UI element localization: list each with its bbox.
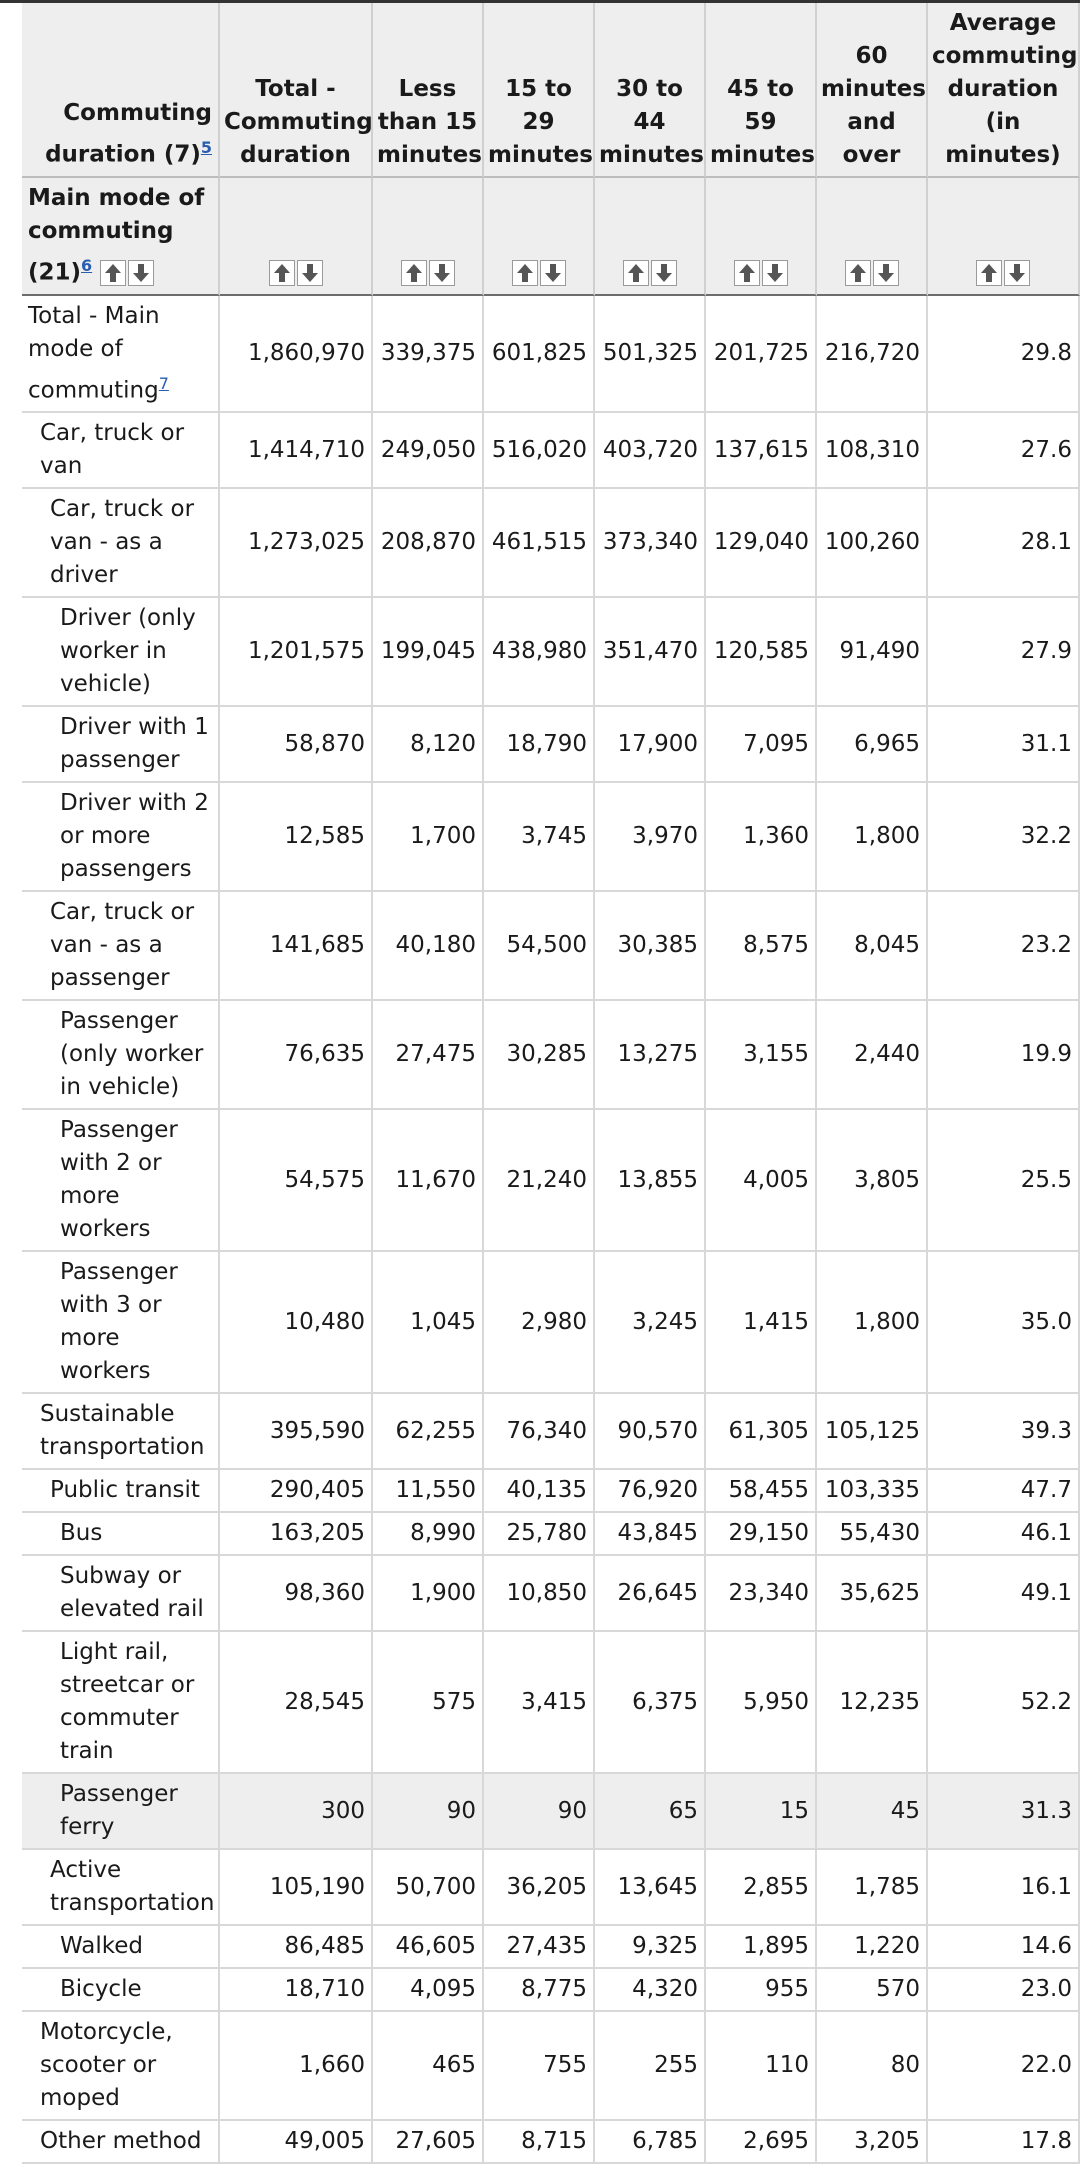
table-cell: 26,645 [595,1556,706,1632]
row-label [22,1394,220,1470]
table-cell: 1,860,970 [220,296,373,414]
table-cell: 3,415 [484,1632,595,1774]
arrow-up-icon[interactable] [100,260,126,286]
table-cell: 3,245 [595,1252,706,1394]
row-label [22,707,220,783]
table-cell: 755 [484,2012,595,2121]
table-cell: 129,040 [706,489,817,598]
table-cell: 110 [706,2012,817,2121]
table-cell: 58,455 [706,1470,817,1513]
arrow-up-icon[interactable] [845,260,871,286]
table-cell: 27,605 [373,2121,484,2164]
table-cell: 103,335 [817,1470,928,1513]
table-cell: 52.2 [928,1632,1080,1774]
table-container [22,3,1080,2164]
table-cell: 339,375 [373,296,484,414]
table-cell: 516,020 [484,413,595,489]
row-label [22,2121,220,2164]
table-row [22,1110,1080,1252]
table-cell: 461,515 [484,489,595,598]
sort-cell-30-44 [595,178,706,296]
column-dimension-label: Commuting duration (7) [45,100,212,168]
sort-controls [269,260,323,286]
table-cell: 27.9 [928,598,1080,707]
table-cell: 5,950 [706,1632,817,1774]
col-header-lt15: Less than 15 minutes [373,3,484,178]
row-label [22,1556,220,1632]
col-header-average: Average commuting duration (in minutes) [928,3,1080,178]
table-cell: 199,045 [373,598,484,707]
row-label-text: Car, truck or van - as a passenger [50,899,195,992]
table-cell: 27,435 [484,1926,595,1969]
row-label-text: Passenger with 3 or more workers [60,1259,178,1385]
row-label-text: Bus [60,1520,103,1547]
table-cell: 7,095 [706,707,817,783]
footnote-link-5[interactable]: 5 [200,138,212,158]
row-label-text: Car, truck or van - as a driver [50,496,195,589]
table-cell: 300 [220,1774,373,1850]
arrow-down-icon[interactable] [128,260,154,286]
row-label-text: Subway or elevated rail [60,1563,204,1623]
table-cell: 1,415 [706,1252,817,1394]
table-cell: 91,490 [817,598,928,707]
table-cell: 4,320 [595,1969,706,2012]
table-cell: 216,720 [817,296,928,414]
table-cell: 501,325 [595,296,706,414]
table-row [22,1969,1080,2012]
table-cell: 8,120 [373,707,484,783]
row-label-text: Total - Main mode of commuting [28,302,160,404]
table-row [22,1001,1080,1110]
sort-cell-total [220,178,373,296]
table-cell: 1,273,025 [220,489,373,598]
sort-row [22,178,1080,296]
table-cell: 120,585 [706,598,817,707]
table-cell: 137,615 [706,413,817,489]
table-cell: 570 [817,1969,928,2012]
table-row [22,296,1080,414]
table-cell: 108,310 [817,413,928,489]
row-label [22,1252,220,1394]
table-cell: 438,980 [484,598,595,707]
row-label-text: Driver (only worker in vehicle) [60,605,196,698]
sort-cell-45-59 [706,178,817,296]
row-label [22,489,220,598]
row-label [22,413,220,489]
sort-cell-average [928,178,1080,296]
table-cell: 12,235 [817,1632,928,1774]
table-cell: 90 [484,1774,595,1850]
row-label-text: Driver with 2 or more passengers [60,790,209,883]
table-cell: 32.2 [928,783,1080,892]
table-cell: 8,715 [484,2121,595,2164]
footnote-link-7[interactable]: 7 [158,373,169,393]
table-cell: 46.1 [928,1513,1080,1556]
table-cell: 2,695 [706,2121,817,2164]
table-cell: 35.0 [928,1252,1080,1394]
table-cell: 141,685 [220,892,373,1001]
arrow-up-icon[interactable] [401,260,427,286]
table-cell: 39.3 [928,1394,1080,1470]
table-cell: 8,990 [373,1513,484,1556]
table-cell: 10,480 [220,1252,373,1394]
table-row [22,598,1080,707]
table-cell: 40,135 [484,1470,595,1513]
table-cell: 27,475 [373,1001,484,1110]
table-cell: 22.0 [928,2012,1080,2121]
table-row [22,707,1080,783]
table-cell: 3,745 [484,783,595,892]
table-cell: 4,095 [373,1969,484,2012]
arrow-up-icon[interactable] [512,260,538,286]
table-cell: 12,585 [220,783,373,892]
table-cell: 17.8 [928,2121,1080,2164]
sort-controls [512,260,566,286]
table-cell: 23,340 [706,1556,817,1632]
arrow-down-icon[interactable] [297,260,323,286]
table-row [22,1556,1080,1632]
sort-cell-60plus [817,178,928,296]
table-cell: 10,850 [484,1556,595,1632]
row-label [22,598,220,707]
table-cell: 36,205 [484,1850,595,1926]
sort-controls [734,260,788,286]
row-label-text: Other method [40,2128,202,2155]
table-row [22,1513,1080,1556]
table-cell: 1,700 [373,783,484,892]
table-cell: 1,414,710 [220,413,373,489]
table-cell: 62,255 [373,1394,484,1470]
col-header-30-44: 30 to 44 minutes [595,3,706,178]
table-cell: 8,775 [484,1969,595,2012]
table-row [22,1926,1080,1969]
table-cell: 3,205 [817,2121,928,2164]
row-label-text: Passenger (only worker in vehicle) [60,1008,204,1101]
table-cell: 49.1 [928,1556,1080,1632]
table-cell: 6,965 [817,707,928,783]
table-cell: 1,360 [706,783,817,892]
table-cell: 25.5 [928,1110,1080,1252]
sort-cell-15-29 [484,178,595,296]
table-row [22,1394,1080,1470]
table-cell: 76,920 [595,1470,706,1513]
table-cell: 11,670 [373,1110,484,1252]
row-label-text: Car, truck or van [40,420,185,480]
table-cell: 86,485 [220,1926,373,1969]
row-label [22,783,220,892]
table-cell: 1,220 [817,1926,928,1969]
sort-controls [623,260,677,286]
table-cell: 8,045 [817,892,928,1001]
sort-controls [100,260,154,286]
table-cell: 35,625 [817,1556,928,1632]
table-row [22,413,1080,489]
table-cell: 8,575 [706,892,817,1001]
table-cell: 18,710 [220,1969,373,2012]
row-dimension-label: Main mode of commuting (21) [28,185,205,286]
row-label-text: Public transit [50,1477,200,1504]
table-cell: 1,800 [817,783,928,892]
table-row [22,1850,1080,1926]
table-cell: 40,180 [373,892,484,1001]
row-label-text: Passenger ferry [60,1781,178,1841]
table-cell: 90 [373,1774,484,1850]
table-cell: 31.1 [928,707,1080,783]
table-row [22,1470,1080,1513]
arrow-up-icon[interactable] [976,260,1002,286]
table-row [22,783,1080,892]
table-cell: 98,360 [220,1556,373,1632]
table-cell: 61,305 [706,1394,817,1470]
col-header-15-29: 15 to 29 minutes [484,3,595,178]
table-body [22,296,1080,2164]
table-cell: 17,900 [595,707,706,783]
row-label-text: Walked [60,1933,144,1960]
sort-cell-lt15 [373,178,484,296]
row-label-text: Passenger with 2 or more workers [60,1117,178,1243]
arrow-up-icon[interactable] [623,260,649,286]
table-cell: 1,800 [817,1252,928,1394]
table-cell: 249,050 [373,413,484,489]
column-dimension-header [22,3,220,178]
table-cell: 18,790 [484,707,595,783]
table-cell: 55,430 [817,1513,928,1556]
col-header-total: Total - Commuting duration [220,3,373,178]
table-cell: 1,895 [706,1926,817,1969]
commuting-table [22,3,1080,2164]
sort-controls [401,260,455,286]
table-cell: 31.3 [928,1774,1080,1850]
row-label [22,1470,220,1513]
arrow-down-icon[interactable] [762,260,788,286]
table-cell: 955 [706,1969,817,2012]
row-label [22,892,220,1001]
table-cell: 30,285 [484,1001,595,1110]
header-row [22,3,1080,178]
row-label [22,2012,220,2121]
table-cell: 80 [817,2012,928,2121]
table-cell: 255 [595,2012,706,2121]
table-cell: 3,155 [706,1001,817,1110]
table-row [22,892,1080,1001]
arrow-down-icon[interactable] [1004,260,1030,286]
arrow-down-icon[interactable] [540,260,566,286]
table-cell: 1,785 [817,1850,928,1926]
table-cell: 45 [817,1774,928,1850]
row-label [22,296,220,414]
arrow-down-icon[interactable] [429,260,455,286]
footnote-link-6[interactable]: 6 [81,256,93,275]
table-row [22,2121,1080,2164]
table-cell: 1,900 [373,1556,484,1632]
table-cell: 3,970 [595,783,706,892]
table-cell: 23.0 [928,1969,1080,2012]
table-cell: 28,545 [220,1632,373,1774]
table-cell: 2,980 [484,1252,595,1394]
table-row [22,1774,1080,1850]
table-cell: 15 [706,1774,817,1850]
row-label [22,1632,220,1774]
table-cell: 13,645 [595,1850,706,1926]
table-cell: 43,845 [595,1513,706,1556]
table-cell: 16.1 [928,1850,1080,1926]
table-cell: 2,855 [706,1850,817,1926]
sort-controls [845,260,899,286]
arrow-up-icon[interactable] [269,260,295,286]
row-label [22,1774,220,1850]
row-label-text: Sustainable transportation [40,1401,205,1461]
table-cell: 13,855 [595,1110,706,1252]
row-label [22,1926,220,1969]
row-label-text: Light rail, streetcar or commuter train [60,1639,195,1765]
table-cell: 46,605 [373,1926,484,1969]
table-row [22,1252,1080,1394]
table-cell: 21,240 [484,1110,595,1252]
table-cell: 23.2 [928,892,1080,1001]
row-label [22,1850,220,1926]
table-cell: 25,780 [484,1513,595,1556]
table-cell: 208,870 [373,489,484,598]
table-cell: 49,005 [220,2121,373,2164]
table-cell: 1,201,575 [220,598,373,707]
row-label [22,1969,220,2012]
table-cell: 403,720 [595,413,706,489]
table-cell: 14.6 [928,1926,1080,1969]
table-cell: 1,660 [220,2012,373,2121]
table-cell: 105,125 [817,1394,928,1470]
table-cell: 2,440 [817,1001,928,1110]
table-row [22,489,1080,598]
table-cell: 27.6 [928,413,1080,489]
col-header-60plus: 60 minutes and over [817,3,928,178]
table-cell: 50,700 [373,1850,484,1926]
table-cell: 28.1 [928,489,1080,598]
row-label-text: Driver with 1 passenger [60,714,209,774]
table-cell: 105,190 [220,1850,373,1926]
arrow-down-icon[interactable] [873,260,899,286]
table-cell: 575 [373,1632,484,1774]
table-cell: 163,205 [220,1513,373,1556]
table-cell: 54,575 [220,1110,373,1252]
table-cell: 395,590 [220,1394,373,1470]
table-cell: 351,470 [595,598,706,707]
table-cell: 6,375 [595,1632,706,1774]
table-cell: 290,405 [220,1470,373,1513]
table-cell: 6,785 [595,2121,706,2164]
table-cell: 3,805 [817,1110,928,1252]
table-cell: 29,150 [706,1513,817,1556]
table-row [22,2012,1080,2121]
table-cell: 65 [595,1774,706,1850]
table-cell: 1,045 [373,1252,484,1394]
row-label-text: Active transportation [50,1857,215,1917]
col-header-45-59: 45 to 59 minutes [706,3,817,178]
row-label [22,1513,220,1556]
table-cell: 54,500 [484,892,595,1001]
table-cell: 373,340 [595,489,706,598]
table-cell: 47.7 [928,1470,1080,1513]
row-label [22,1001,220,1110]
table-cell: 201,725 [706,296,817,414]
table-cell: 58,870 [220,707,373,783]
table-cell: 9,325 [595,1926,706,1969]
table-cell: 30,385 [595,892,706,1001]
table-cell: 19.9 [928,1001,1080,1110]
table-cell: 76,340 [484,1394,595,1470]
table-cell: 90,570 [595,1394,706,1470]
table-cell: 11,550 [373,1470,484,1513]
row-label-text: Bicycle [60,1976,142,2003]
table-cell: 601,825 [484,296,595,414]
row-label [22,1110,220,1252]
sort-controls [976,260,1030,286]
arrow-up-icon[interactable] [734,260,760,286]
table-row [22,1632,1080,1774]
row-dimension-header [22,178,220,296]
table-cell: 4,005 [706,1110,817,1252]
row-label-text: Motorcycle, scooter or moped [40,2019,173,2112]
table-cell: 465 [373,2012,484,2121]
table-cell: 13,275 [595,1001,706,1110]
table-cell: 29.8 [928,296,1080,414]
table-cell: 76,635 [220,1001,373,1110]
table-cell: 100,260 [817,489,928,598]
arrow-down-icon[interactable] [651,260,677,286]
